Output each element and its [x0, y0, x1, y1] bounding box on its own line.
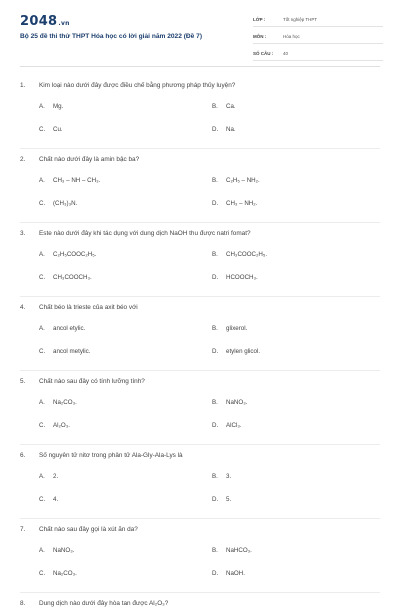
question-text: Este nào dưới đây khi tác dụng với dung dịch NaOH thu được natri fomat?	[39, 229, 251, 237]
option-text: CH₃ – NH₂.	[226, 200, 258, 207]
answer-option[interactable]	[39, 251, 96, 258]
answer-option[interactable]	[212, 473, 231, 480]
answer-option[interactable]	[39, 570, 77, 577]
option-text: AlCl₃.	[226, 422, 242, 429]
option-letter: A.	[39, 473, 45, 480]
question-number: 3.	[20, 229, 26, 237]
option-letter: B.	[212, 177, 218, 184]
question-text: Chất nào sau đây có tính lưỡng tính?	[39, 377, 145, 385]
question-text: Số nguyên tử nitơ trong phân tử Ala-Gly-Ala-Lys là	[39, 451, 183, 459]
answer-option[interactable]	[212, 251, 267, 258]
question-7	[20, 524, 380, 580]
question-separator	[20, 222, 380, 223]
option-letter: B.	[212, 399, 218, 406]
question-number: 5.	[20, 377, 26, 385]
question-number: 4.	[20, 303, 26, 311]
question-separator	[20, 444, 380, 445]
meta-label: MÔN :	[253, 33, 267, 39]
question-header	[20, 228, 380, 238]
question-separator	[20, 296, 380, 297]
question-header	[20, 80, 380, 90]
option-text: 2.	[53, 473, 59, 480]
option-text: ancol metylic.	[53, 348, 91, 355]
question-separator	[20, 592, 380, 593]
option-letter: C.	[39, 274, 46, 281]
option-letter: C.	[39, 570, 46, 577]
option-text: NaNO₃.	[53, 547, 75, 554]
answer-option[interactable]	[212, 348, 260, 355]
answer-option[interactable]	[39, 274, 92, 281]
answer-option[interactable]	[39, 103, 63, 110]
option-row	[20, 473, 380, 483]
question-header	[20, 376, 380, 386]
option-letter: B.	[212, 103, 218, 110]
question-4	[20, 302, 380, 358]
answer-option[interactable]	[39, 496, 58, 503]
question-number: 8.	[20, 599, 26, 607]
answer-option[interactable]	[212, 200, 257, 207]
option-letter: A.	[39, 103, 45, 110]
option-letter: B.	[212, 251, 218, 258]
question-number: 7.	[20, 525, 26, 533]
option-letter: B.	[212, 547, 218, 554]
option-text: 3.	[226, 473, 232, 480]
meta-value: 40	[283, 50, 289, 56]
meta-panel	[253, 12, 383, 63]
option-text: NaOH.	[226, 570, 245, 577]
option-row	[20, 274, 380, 284]
meta-row-subject	[253, 29, 383, 44]
question-number: 1.	[20, 81, 26, 89]
option-text: 4.	[53, 496, 59, 503]
answer-option[interactable]	[39, 348, 90, 355]
option-letter: C.	[39, 422, 46, 429]
answer-option[interactable]	[39, 547, 74, 554]
question-5	[20, 376, 380, 432]
option-letter: A.	[39, 399, 45, 406]
option-row	[20, 177, 380, 187]
option-text: Al₂O₃.	[53, 422, 70, 429]
answer-option[interactable]	[39, 422, 70, 429]
option-text: Mg.	[53, 103, 64, 110]
option-row	[20, 103, 380, 113]
option-letter: A.	[39, 325, 45, 332]
answer-option[interactable]	[39, 126, 63, 133]
option-letter: B.	[212, 325, 218, 332]
question-separator	[20, 148, 380, 149]
question-header	[20, 524, 380, 534]
header-divider	[20, 66, 380, 67]
option-row	[20, 126, 380, 136]
meta-value: Hóa học	[283, 33, 300, 39]
question-header	[20, 154, 380, 164]
option-letter: D.	[212, 348, 219, 355]
answer-option[interactable]	[39, 473, 58, 480]
answer-option[interactable]	[212, 496, 231, 503]
answer-option[interactable]	[39, 200, 77, 207]
option-letter: D.	[212, 422, 219, 429]
option-letter: A.	[39, 251, 45, 258]
option-row	[20, 348, 380, 358]
option-row	[20, 547, 380, 557]
document-header	[0, 0, 400, 60]
option-row	[20, 251, 380, 261]
option-text: (CH₃)₃N.	[53, 200, 78, 207]
meta-label: LỚP :	[253, 16, 266, 22]
option-text: HCOOCH₃.	[226, 274, 258, 281]
question-text: Kim loại nào dưới đây được điều chế bằng phương pháp thủy luyện?	[39, 81, 236, 89]
question-separator	[20, 370, 380, 371]
option-text: C₂H₅COOC₂H₅.	[53, 251, 97, 258]
option-text: CH₃ – NH – CH₃.	[53, 177, 101, 184]
option-text: C₂H₅ – NH₂.	[226, 177, 260, 184]
site-logo[interactable]: 2048.vn	[20, 14, 70, 29]
answer-option[interactable]	[212, 325, 247, 332]
answer-option[interactable]	[212, 422, 242, 429]
question-text: Chất béo là trieste của axit béo với	[39, 303, 138, 311]
meta-row-class	[253, 12, 383, 27]
answer-option[interactable]	[39, 325, 85, 332]
option-text: 5.	[226, 496, 232, 503]
question-text: Chất nào dưới đây là amin bậc ba?	[39, 155, 140, 163]
question-header	[20, 450, 380, 460]
option-row	[20, 200, 380, 210]
option-text: Na.	[226, 126, 236, 133]
option-letter: D.	[212, 496, 219, 503]
option-letter: A.	[39, 547, 45, 554]
option-row	[20, 399, 380, 409]
answer-option[interactable]	[212, 570, 245, 577]
answer-option[interactable]	[39, 177, 100, 184]
answer-option[interactable]	[212, 126, 236, 133]
option-text: NaNO₃.	[226, 399, 248, 406]
question-number: 6.	[20, 451, 26, 459]
option-text: etylen glicol.	[226, 348, 261, 355]
option-text: Cu.	[53, 126, 63, 133]
question-text: Chất nào sau đây gọi là xút ăn da?	[39, 525, 138, 533]
option-text: CH₃COOC₂H₅.	[226, 251, 268, 258]
option-letter: D.	[212, 274, 219, 281]
option-letter: C.	[39, 348, 46, 355]
option-letter: B.	[212, 473, 218, 480]
meta-label: SỐ CÂU :	[253, 50, 274, 56]
answer-option[interactable]	[212, 274, 258, 281]
option-text: Na₂CO₃.	[53, 399, 77, 406]
question-3	[20, 228, 380, 284]
question-number: 2.	[20, 155, 26, 163]
answer-option[interactable]	[212, 399, 247, 406]
option-letter: D.	[212, 570, 219, 577]
option-text: Na₂CO₃.	[53, 570, 77, 577]
document-title: Bộ 25 đề thi thử THPT Hóa học có lời giải năm 2022 (Đề 7)	[20, 33, 203, 40]
option-row	[20, 325, 380, 335]
option-letter: D.	[212, 126, 219, 133]
option-row	[20, 570, 380, 580]
question-6	[20, 450, 380, 506]
option-text: glixerol.	[226, 325, 248, 332]
meta-row-count	[253, 46, 383, 61]
question-separator	[20, 518, 380, 519]
option-text: ancol etylic.	[53, 325, 86, 332]
option-letter: C.	[39, 496, 46, 503]
answer-option[interactable]	[212, 103, 236, 110]
option-letter: A.	[39, 177, 45, 184]
answer-option[interactable]	[39, 399, 77, 406]
option-text: Ca.	[226, 103, 236, 110]
option-text: CH₃COOCH₃.	[53, 274, 92, 281]
option-row	[20, 422, 380, 432]
question-header	[20, 302, 380, 312]
option-letter: C.	[39, 200, 46, 207]
question-2	[20, 154, 380, 210]
question-1	[20, 80, 380, 136]
option-row	[20, 496, 380, 506]
option-text: NaHCO₃.	[226, 547, 252, 554]
answer-option[interactable]	[212, 177, 260, 184]
meta-value: Tốt nghiệp THPT	[283, 16, 318, 22]
question-text: Dung dịch nào dưới đây hòa tan được Al₂O₃?	[39, 599, 169, 607]
option-letter: D.	[212, 200, 219, 207]
option-letter: C.	[39, 126, 46, 133]
answer-option[interactable]	[212, 547, 252, 554]
